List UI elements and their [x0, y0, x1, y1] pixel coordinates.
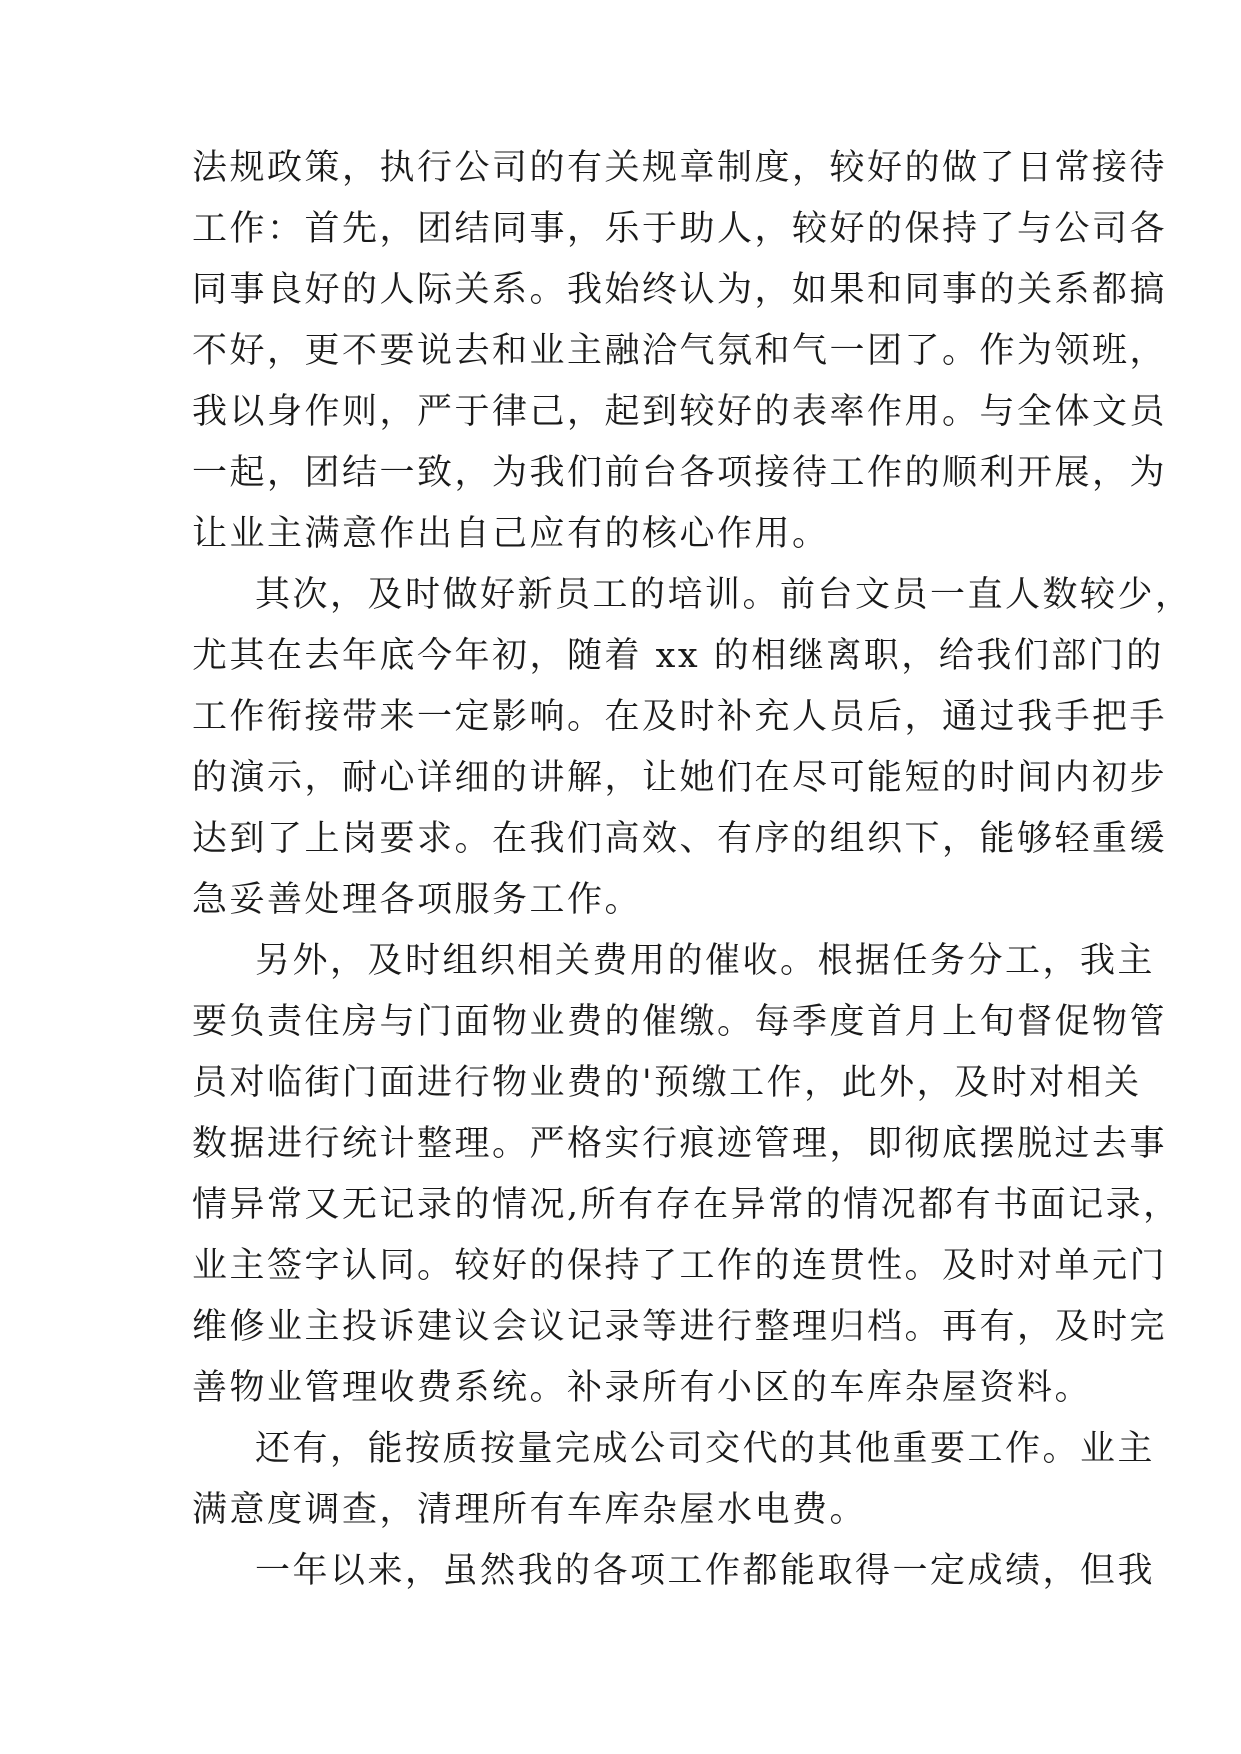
text-line: 让业主满意作出自己应有的核心作用。	[192, 514, 830, 554]
text-line: 急妥善处理各项服务工作。	[192, 880, 643, 920]
text-line: 数据进行统计整理。严格实行痕迹管理，即彻底摆脱过去事	[192, 1124, 1168, 1164]
text-line: 维修业主投诉建议会议记录等进行整理归档。再有，及时完	[192, 1307, 1168, 1347]
text-line: 我以身作则，严于律己，起到较好的表率作用。与全体文员	[192, 392, 1168, 432]
text-line: 尤其在去年底今年初，随着 xx 的相继离职，给我们部门的	[192, 636, 1164, 676]
text-line: 的演示，耐心详细的讲解，让她们在尽可能短的时间内初步	[192, 758, 1168, 798]
text-line: 法规政策，执行公司的有关规章制度，较好的做了日常接待	[192, 148, 1168, 188]
text-line: 业主签字认同。较好的保持了工作的连贯性。及时对单元门	[192, 1246, 1168, 1286]
text-line: 善物业管理收费系统。补录所有小区的车库杂屋资料。	[192, 1368, 1093, 1408]
text-line: 工作：首先，团结同事，乐于助人，较好的保持了与公司各	[192, 209, 1168, 249]
text-line: 一起，团结一致，为我们前台各项接待工作的顺利开展，为	[192, 453, 1168, 493]
text-line: 员对临街门面进行物业费的'预缴工作，此外，及时对相关	[192, 1063, 1142, 1103]
text-line: 不好，更不要说去和业主融洽气氛和气一团了。作为领班，	[192, 331, 1168, 371]
text-line: 工作衔接带来一定影响。在及时补充人员后，通过我手把手	[192, 697, 1168, 737]
text-line: 满意度调查，清理所有车库杂屋水电费。	[192, 1490, 868, 1530]
paragraph-first-line: 一年以来，虽然我的各项工作都能取得一定成绩，但我	[255, 1551, 1156, 1591]
paragraph-first-line: 其次，及时做好新员工的培训。前台文员一直人数较少，	[255, 575, 1193, 615]
text-line: 情异常又无记录的情况,所有存在异常的情况都有书面记录，	[192, 1185, 1181, 1225]
text-line: 要负责住房与门面物业费的催缴。每季度首月上旬督促物管	[192, 1002, 1168, 1042]
text-line: 达到了上岗要求。在我们高效、有序的组织下，能够轻重缓	[192, 819, 1168, 859]
text-line: 同事良好的人际关系。我始终认为，如果和同事的关系都搞	[192, 270, 1168, 310]
paragraph-first-line: 还有，能按质按量完成公司交代的其他重要工作。业主	[255, 1429, 1156, 1469]
paragraph-first-line: 另外，及时组织相关费用的催收。根据任务分工，我主	[255, 941, 1156, 981]
